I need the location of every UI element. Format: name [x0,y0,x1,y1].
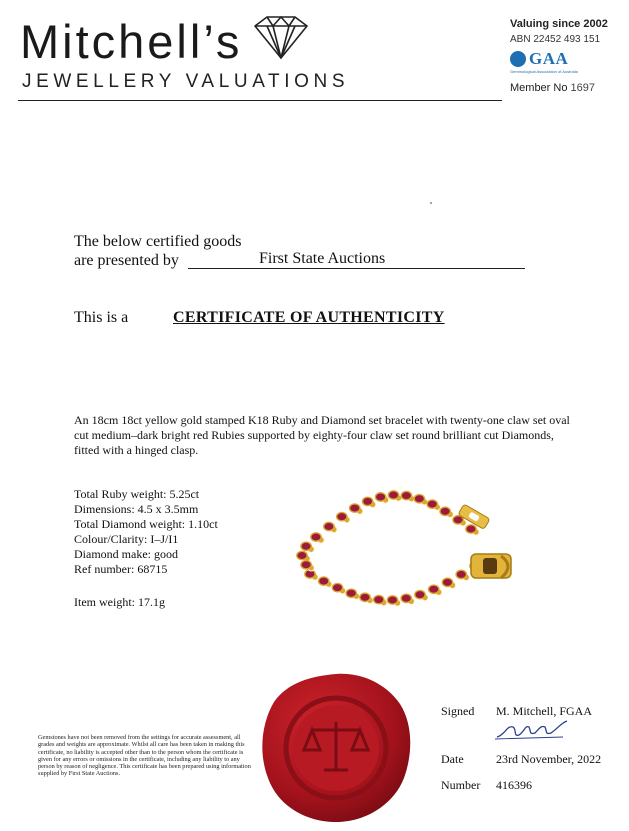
ruby-stone [337,512,347,520]
intro-line-2: are presented by [74,252,179,269]
gaa-tagline: Gemmological Association of Australia [510,69,578,74]
ruby-stone [440,507,450,515]
signed-by: M. Mitchell, FGAA [496,704,592,718]
ruby-stone [466,525,476,533]
ruby-stone [319,577,329,585]
disclaimer-text: Gemstones have not been removed from the settings for accurate assessment, all grades and weights are approximate. Whilst all care has been taken in making this certificate, no liability is accepted other than to the person whom the certificate is given for any errors or omissions in the certificate, including any liability to any person by reason of negligence. This certificate has been prepared using information supplied by First State Auctions. [38,734,251,778]
ruby-stone [360,593,370,601]
spec-colour-clarity: Colour/Clarity: I–J/I1 [74,532,179,546]
date-value: 23rd November, 2022 [496,752,602,766]
ruby-stone [442,578,452,586]
spec-ref-number: Ref number: 68715 [74,562,168,576]
spec-diamond-make: Diamond make: good [74,547,178,561]
clasp [471,554,511,578]
header-divider [18,100,502,101]
presenter-name: First State Auctions [259,250,386,267]
ruby-stone [311,533,321,541]
spec-diamond-weight: Total Diamond weight: 1.10ct [74,517,218,531]
valuing-since: Valuing since 2002 [510,18,608,30]
speck [430,202,432,204]
ruby-stone [401,491,411,499]
ruby-stone [429,585,439,593]
intro-line-1: The below certified goods [74,233,242,250]
ruby-stone [301,561,311,569]
certificate-prefix: This is a [74,309,129,326]
handwritten-signature [493,719,573,743]
gaa-text: GAA [529,49,569,68]
ruby-stone [375,493,385,501]
ruby-stone [388,491,398,499]
bracelet-photo [296,482,526,622]
ruby-stone [332,583,342,591]
presenter-underline [188,268,525,269]
ruby-stone [456,570,466,578]
spec-ruby-weight: Total Ruby weight: 5.25ct [74,487,200,501]
ruby-stone [350,504,360,512]
gaa-globe-icon [510,51,526,67]
wax-seal [258,670,414,826]
brand-name: Mitchell’s [20,15,243,68]
signed-label: Signed [441,704,475,718]
ruby-stone [374,595,384,603]
ruby-stone [346,589,356,597]
ruby-stone [297,551,307,559]
date-label: Date [441,752,464,766]
gaa-logo [510,50,582,80]
abn-number: ABN 22452 493 151 [510,34,601,45]
number-value: 416396 [496,778,532,792]
ruby-stone [301,542,311,550]
ruby-stone [324,522,334,530]
ruby-stone [427,500,437,508]
member-value: 1697 [570,82,596,94]
ruby-stone [401,594,411,602]
member-number [510,82,595,94]
ruby-stone [362,497,372,505]
certificate-title: CERTIFICATE OF AUTHENTICITY [173,309,445,326]
spec-dimensions: Dimensions: 4.5 x 3.5mm [74,502,199,516]
ruby-stone [414,495,424,503]
ruby-stone [387,596,397,604]
member-label: Member No [510,82,568,94]
diamond-logo-icon [247,14,315,62]
brand-subtitle: JEWELLERY VALUATIONS [22,71,350,92]
ruby-stone [415,590,425,598]
item-description: An 18cm 18ct yellow gold stamped K18 Ruby and Diamond set bracelet with twenty-one claw set oval cut medium–dark bright red Rubies supported by eighty-four claw set round brilliant cut Diamonds, fitted with a hinged clasp. [74,413,570,457]
item-weight: Item weight: 17.1g [74,595,165,609]
number-label: Number [441,778,481,792]
